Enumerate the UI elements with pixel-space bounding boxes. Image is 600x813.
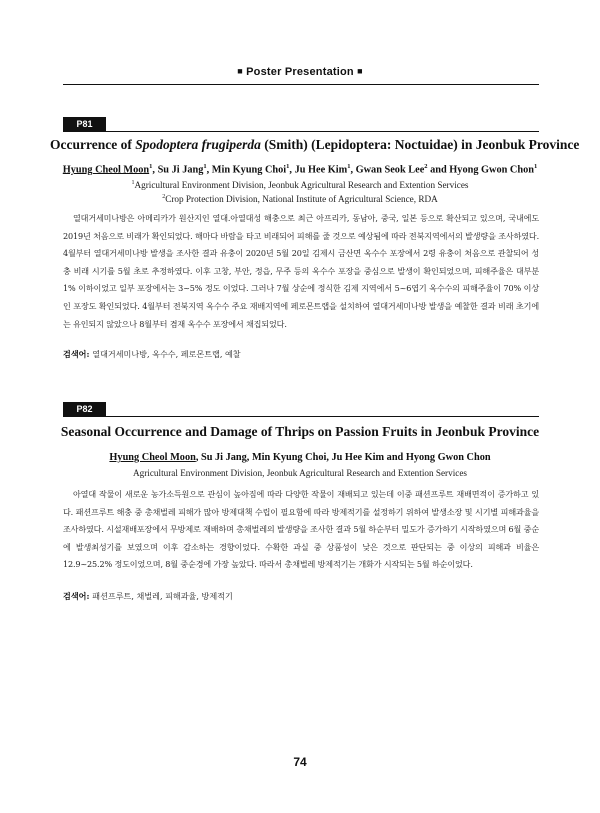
author-name: Min Kyung Choi [251,452,327,463]
author-sep: , [350,164,356,176]
section-rule [63,131,539,132]
keywords-label: 검색어: [63,349,93,359]
affiliation-text: Crop Protection Division, National Institute of Agricultural Science, RDA [165,194,438,205]
author-sup: 1 [533,163,538,170]
author-sup: 1 [149,163,153,170]
affiliation-sup: 2 [162,194,166,200]
header-rule [63,84,539,85]
author-name: Hyung Cheol Moon [109,452,196,463]
paper-code-badge: P82 [63,402,106,416]
author-sup: 2 [424,163,428,170]
affiliation-sup: 1 [131,180,135,186]
paper-code-badge: P81 [63,117,106,131]
header-label: Poster Presentation [246,66,354,78]
abstract-body: 열대거세미나방은 아메리카가 원산지인 열대.아열대성 해충으로 최근 아프리카, 동남아, 중국, 일본 등으로 확산되고 있으며, 국내에도 2019년 처음으로 비래가 확인되었다. 해마다 바람을 타고 비래되어 피해를 줄 것으로 예상됨에 따라 전북지역에서의 발생량을 조사하였다. 4월부터 열대거세미나방 발생을 조사한 결과 유충이 2020년 5월 20일 김제시 금산면 옥수수 포장에서 2령 유충이 처음으로 관찰되어 성충 비래 시기를 5월 초로 추정하였다. 이후 고창, 부안, 정읍, 무주 등의 옥수수 포장을 중심으로 발생이 확인되었으며, 피해주율은 대부분 1% 이하이었고 일부 포장에서는 3~5% 정도 이었다. 그러나 7월 상순에 정식한 김제 지역에서 5~6엽기 옥수수의 피해주율이 70% 이상인 포장도 확인되었다. 4월부터 전북지역 옥수수 주요 재배지역에 페로몬트랩을 설치하여 열대거세미나방 발생을 예찰한 결과 비래 초기에는 유인되지 않았으나 8월부터 겸재 옥수수 포장에서 채집되었다. [63,213,539,329]
title-text-rest: (Smith) (Lepidoptera: Noctuidae) in Jeonbuk Province [260,137,580,152]
square-bullet-icon: ■ [357,66,363,76]
affiliation [40,180,560,190]
keywords-label: 검색어: [63,591,93,601]
author-name: Hyung Cheol Moon [62,164,150,176]
keywords-text: 패션프루트, 채벌레, 피해과율, 방제적기 [92,591,233,601]
affiliation [40,468,560,478]
author-sep: and [427,164,450,176]
author-sep: , [326,452,332,463]
section-rule [63,416,539,417]
affiliation-text: Agricultural Environment Division, Jeonbuk Agricultural Research and Extention Services [133,468,467,478]
paper-title [50,137,580,153]
abstract-body: 아열대 작물이 새로운 농가소득원으로 관심이 높아짐에 따라 다양한 작물이 재배되고 있는데 이중 패션프루트 재배면적이 증가하고 있다. 패션프루트 해충 중 총채벌레 피해가 많아 방제대책 수립이 필요함에 따라 방제적기를 설정하기 위하여 발생소장 및 시기별 피해과율을 조사하였다. 시설재배포장에서 무방제로 재배하며 총채벌레의 발생량을 조사한 결과 5월 하순부터 밀도가 증가하기 시작하였으며 6월 중순에 발생최성기를 보였으며 이후 감소하는 경향이었다. 수확한 과실 중 상품성이 낮은 것으로 판단되는 중 이상의 피해과 비율은 12.9~25.2% 정도이었으며, 8월 중순경에 가장 높았다. 따라서 총채벌레 방제적기는 개화가 시작되는 5월 하순이었다. [63,489,539,570]
keywords-line [63,349,539,360]
author-name: Hyong Gwon Chon [449,164,534,176]
affiliation-text: Agricultural Environment Division, Jeonbuk Agricultural Research and Extention Services [134,180,469,191]
title-species: Spodoptera frugiperda [135,137,261,152]
square-bullet-icon: ■ [237,66,243,76]
paper-title [50,424,550,440]
affiliation [40,194,560,204]
running-header [0,66,600,78]
author-name: Ju Hee Kim [331,452,385,463]
author-sup: 1 [347,163,351,170]
author-list [40,452,560,463]
author-sep: , [289,164,295,176]
page-number: 74 [293,755,307,769]
author-name: Gwan Seok Lee [355,164,425,176]
author-sup: 1 [203,163,207,170]
author-name: Hyong Gwon Chon [405,452,491,463]
author-sep: , [152,164,158,176]
author-name: Su Ji Jang [157,164,204,176]
author-sep: , [206,164,212,176]
author-sep: and [384,452,406,463]
author-list [40,163,560,175]
keywords-line [63,591,539,602]
keywords-text: 열대거세미나방, 옥수수, 페로몬트랩, 예찰 [92,349,241,359]
author-name: Ju Hee Kim [294,164,348,176]
author-sep: , [195,452,201,463]
author-sep: , [246,452,252,463]
author-name: Min Kyung Choi [211,164,287,176]
author-name: Su Ji Jang [200,452,247,463]
title-text: Seasonal Occurrence and Damage of Thrips on Passion Fruits in Jeonbuk Province [60,424,540,439]
title-text: Occurrence of [50,137,136,152]
author-sup: 1 [286,163,290,170]
